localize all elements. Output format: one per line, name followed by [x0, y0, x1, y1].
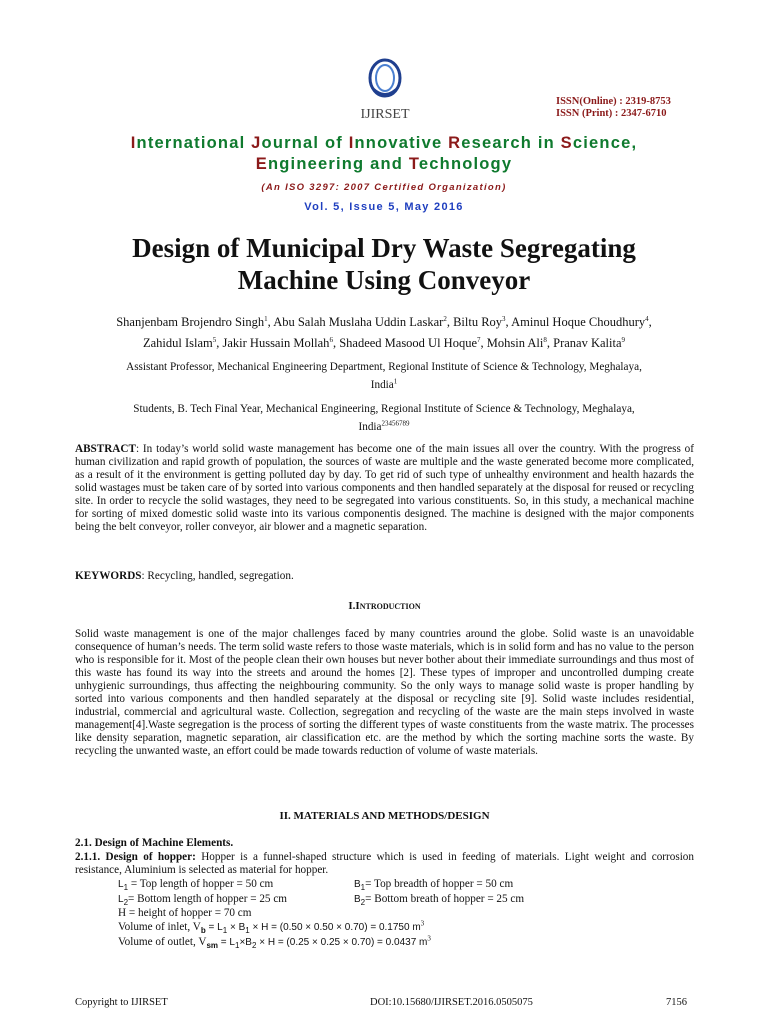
- logo-text: IJIRSET: [360, 107, 410, 122]
- subsection-2-1-1: 2.1.1. Design of hopper: Hopper is a funnel-shaped structure which is used in feeding of materials. Light weight and corrosion resistance, Aluminium is selected as material for hopper.: [75, 851, 694, 876]
- keywords-text: : Recycling, handled, segregation.: [141, 570, 294, 582]
- footer-doi: DOI:10.15680/IJIRSET.2016.0505075: [370, 997, 533, 1008]
- journal-line-2: Engineering and Technology: [255, 155, 513, 173]
- eq-volume-inlet: Volume of inlet, $V_b = L_1 \times B_1 \times H = (0.50 \times 0.50 \times 0.70) = 0.1750$ $m^3$: [118, 919, 425, 936]
- keywords-label: KEYWORDS: [75, 570, 142, 582]
- eq-volume-outlet: Volume of outlet, $V_{sm} = L_1\times B_2 \times H = (0.25 \times 0.25 \times 0.70) = 0.0437$ $m^3$: [118, 934, 431, 951]
- subsection-2-1: 2.1. Design of Machine Elements.: [75, 837, 234, 849]
- iso-certification: (An ISO 3297: 2007 Certified Organization): [261, 182, 507, 193]
- title-line-1: Design of Municipal Dry Waste Segregating: [132, 233, 636, 263]
- footer-copyright: Copyright to IJIRSET: [75, 997, 168, 1008]
- keywords: [75, 570, 694, 583]
- footer-page-number: 7156: [666, 997, 687, 1008]
- eq-l2: $L_2=$ Bottom length of hopper = 25 cm: [118, 893, 287, 908]
- section-heading-materials: II. MATERIALS AND METHODS/DESIGN: [279, 810, 490, 822]
- abstract: [75, 443, 694, 534]
- journal-logo: [341, 56, 429, 122]
- affiliation-1: Assistant Professor, Mechanical Engineering Department, Regional Institute of Science & Technology, Meghalaya, India$^1$: [126, 361, 642, 391]
- eq-b2: $B_2=$ Bottom breath of hopper = 25 cm: [354, 893, 525, 908]
- author-list: [60, 312, 708, 354]
- affiliation-2: Students, B. Tech Final Year, Mechanical Engineering, Regional Institute of Science & Technology, Meghalaya, India$^{23456789}$: [133, 403, 635, 433]
- issn-online: ISSN(Online) : 2319-8753: [556, 96, 671, 107]
- authors-line-2: Zahidul Islam$^5$, Jakir Hussain Mollah$^6$, Shadeed Masood Ul Hoque$^7$, Mohsin Ali$^8$, Pranav Kalita$^9$: [142, 335, 626, 350]
- issn-print: ISSN (Print) : 2347-6710: [556, 108, 667, 119]
- eq-h: H = height of hopper = 70 cm: [118, 907, 252, 919]
- volume-issue: Vol. 5, Issue 5, May 2016: [304, 201, 464, 213]
- paper-title: [40, 232, 728, 296]
- authors-line-1: Shanjenbam Brojendro Singh$^1$, Abu Salah Muslaha Uddin Laskar$^2$, Biltu Roy$^3$, Aminul Hoque Choudhury$^4$,: [116, 314, 652, 329]
- abstract-label: ABSTRACT: [75, 443, 136, 455]
- introduction-text: Solid waste management is one of the major challenges faced by many countries around the globe. Solid waste is an unavoidable consequence of human’s needs. The term solid waste refers to those waste materials, which is in solid form and has no value to the person who is responsible for it. Most of the people clean their own houses but never bother about their immediate surroundings and thus most of this waste has found its way into the streets and around the homes [2]. These types of improper and uncontrolled dumping create unhygienic surroundings, thus affecting the neighbouring community. So the only ways to manage solid waste is proper handling by sorted into various components and then handled separately at the disposal or recycling site [9]. Solid waste includes residential, industrial, commercial and agricultural waste. Collection, segregation and recycling of the waste are the main steps involved in waste management[4].Waste segregation is the process of sorting the different types of waste constituents from the waste matrix. The processes like density separation, magnetic separation, air classification etc. are the method by which the sorting machine sorts the waste. By recycling the unwanted waste, an effort could be made towards reduction of volume of waste materials.: [75, 628, 694, 757]
- journal-line-1: International Journal of Innovative Research in Science,: [130, 134, 638, 152]
- section-heading-introduction: I.Introduction: [348, 600, 421, 612]
- eq-l1: $L_1$ = Top length of hopper = 50 cm: [118, 878, 274, 893]
- title-line-2: Machine Using Conveyor: [237, 265, 531, 295]
- journal-name: [60, 133, 708, 175]
- abstract-text: : In today’s world solid waste management has become one of the main issues all over the country. With the progress of human civilization and rapid growth of population, the sources of waste are multiple and the waste generated become more complicated, as a result of it the environment is getting polluted day by day. To get rid of such type of unhealthy environment and health hazards the solid wastages must be taken care of by sorted into various components and then handled separately at the disposal for reused or recycling site. In order to recycle the solid wastages, they need to be segregated into various constituents. So, in this study, a mechanical machine for sorting of mixed domestic solid waste into its various componentis designed. The machine is designed with the major components being the belt conveyor, roller conveyor, air blower and a magnetic separation.: [75, 443, 694, 533]
- eq-b1: $B_1=$ Top breadth of hopper = 50 cm: [354, 878, 514, 893]
- issn-block: [556, 96, 671, 120]
